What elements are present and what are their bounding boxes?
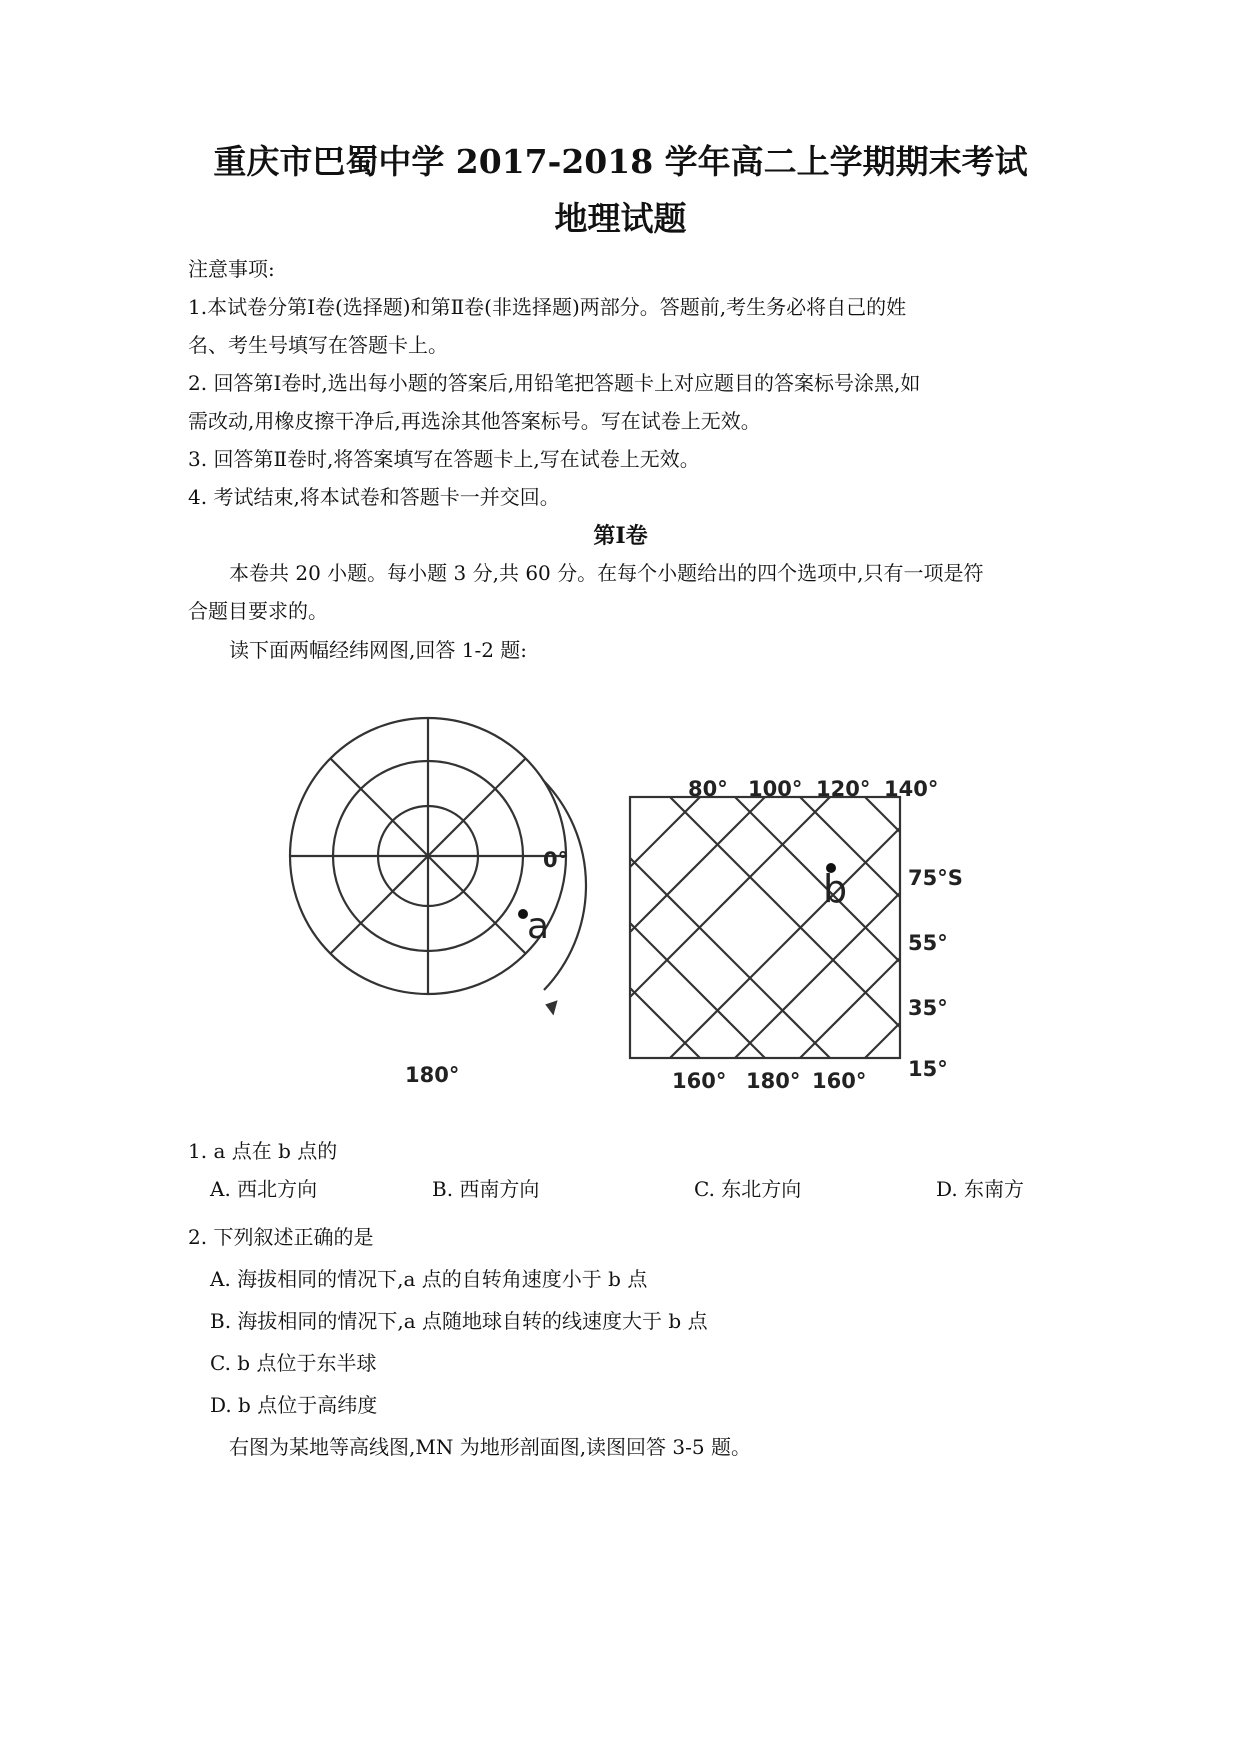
exam-title: 重庆市巴蜀中学 2017-2018 学年高二上学期期末考试: [213, 142, 1028, 181]
question-2-option-b: B. 海拔相同的情况下,a 点随地球自转的线速度大于 b 点: [210, 1309, 708, 1333]
polar-label-180: 180°: [405, 1063, 460, 1087]
grid-top-label: 140°: [884, 777, 939, 801]
grid-projection-figure: [630, 797, 900, 1058]
grid-top-label: 100°: [748, 777, 803, 801]
notice-item-1-cont: 名、考生号填写在答题卡上。: [188, 333, 448, 357]
grid-top-label: 120°: [816, 777, 871, 801]
grid-bottom-label: 160°: [672, 1069, 727, 1093]
section-intro: 本卷共 20 小题。每小题 3 分,共 60 分。在每个小题给出的四个选项中,只有一项是符: [229, 561, 984, 585]
point-a-label: a: [527, 906, 550, 947]
question-2-option-c: C. b 点位于东半球: [210, 1351, 377, 1375]
point-b-label: b: [823, 867, 848, 911]
rotation-arrow-icon: [547, 1002, 556, 1013]
notice-item-2: 2. 回答第Ⅰ卷时,选出每小题的答案后,用铅笔把答题卡上对应题目的答案标号涂黑,如: [188, 371, 921, 395]
question-1-option-b: B. 西南方向: [432, 1177, 540, 1201]
question-2-option-a: A. 海拔相同的情况下,a 点的自转角速度小于 b 点: [210, 1267, 648, 1291]
polar-label-0: 0°: [543, 848, 569, 872]
question-1-option-a: A. 西北方向: [210, 1177, 318, 1201]
read-prompt: 读下面两幅经纬网图,回答 1-2 题:: [229, 638, 528, 662]
rotation-arc: [543, 780, 586, 990]
grid-right-label: 35°: [908, 996, 948, 1020]
grid-right-label: 55°: [908, 931, 948, 955]
question-2-stem: 2. 下列叙述正确的是: [188, 1225, 374, 1249]
grid-bottom-label: 160°: [812, 1069, 867, 1093]
question-1-stem: 1. a 点在 b 点的: [188, 1139, 338, 1163]
section-intro-cont: 合题目要求的。: [188, 599, 328, 623]
section-heading: 第Ⅰ卷: [593, 523, 648, 549]
notice-heading: 注意事项:: [188, 257, 275, 281]
polar-projection-figure: [290, 718, 586, 1013]
notice-item-2-cont: 需改动,用橡皮擦干净后,再选涂其他答案标号。写在试卷上无效。: [188, 409, 761, 433]
notice-item-3: 3. 回答第Ⅱ卷时,将答案填写在答题卡上,写在试卷上无效。: [188, 447, 700, 471]
grid-right-label: 75°S: [908, 866, 963, 890]
question-1-option-d: D. 东南方: [936, 1177, 1025, 1201]
grid-right-label: 15°: [908, 1057, 948, 1081]
question-2-option-d: D. b 点位于高纬度: [210, 1393, 378, 1417]
grid-top-label: 80°: [688, 777, 728, 801]
grid-bottom-label: 180°: [746, 1069, 801, 1093]
notice-item-1: 1.本试卷分第Ⅰ卷(选择题)和第Ⅱ卷(非选择题)两部分。答题前,考生务必将自己的姓: [188, 295, 907, 319]
question-1-option-c: C. 东北方向: [694, 1177, 802, 1201]
grid-frame: [630, 797, 900, 1058]
next-prompt: 右图为某地等高线图,MN 为地形剖面图,读图回答 3-5 题。: [229, 1435, 751, 1459]
exam-subtitle: 地理试题: [554, 199, 687, 238]
notice-item-4: 4. 考试结束,将本试卷和答题卡一并交回。: [188, 485, 560, 509]
